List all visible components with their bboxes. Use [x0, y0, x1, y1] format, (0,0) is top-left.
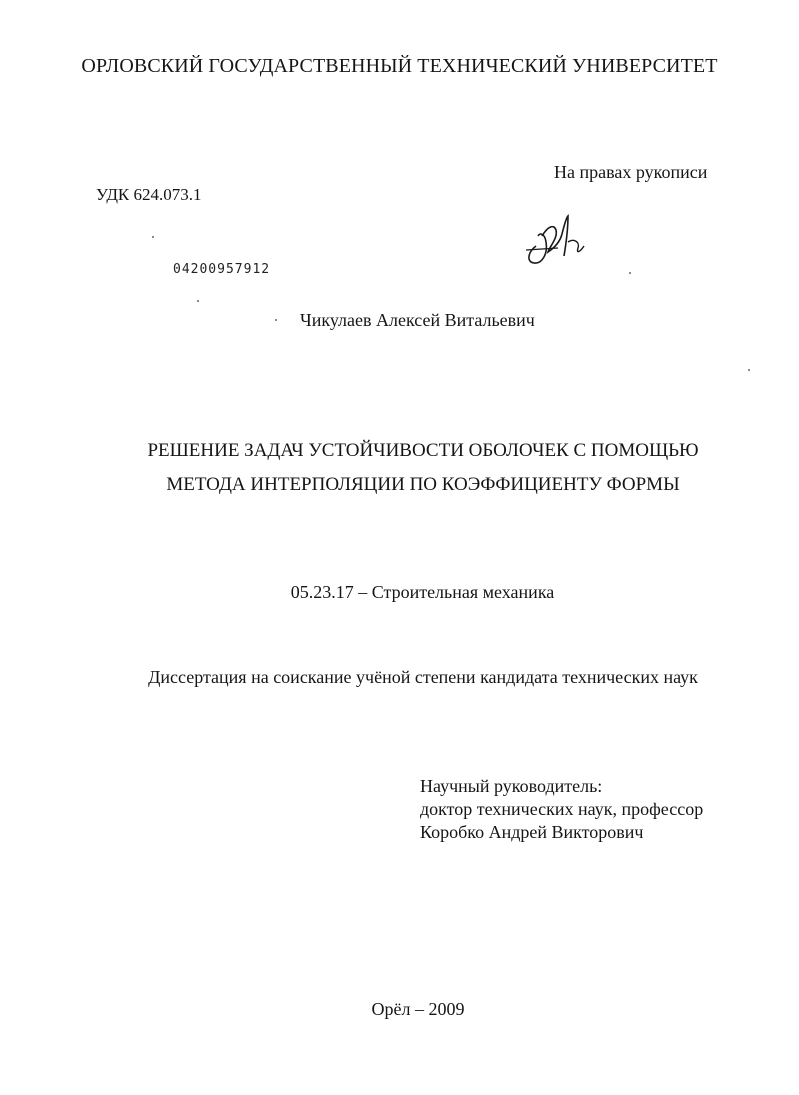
university-name: ОРЛОВСКИЙ ГОСУДАРСТВЕННЫЙ ТЕХНИЧЕСКИЙ УНИВЕРСИТЕТ	[81, 55, 718, 77]
signature-icon	[518, 212, 588, 268]
supervisor-name: Коробко Андрей Викторович	[420, 822, 644, 842]
registration-number: 04200957912	[173, 262, 271, 277]
thesis-title-line: РЕШЕНИЕ ЗАДАЧ УСТОЙЧИВОСТИ ОБОЛОЧЕК С ПОМОЩЬЮ	[147, 440, 699, 461]
supervisor-block	[420, 775, 703, 844]
scan-speck	[152, 236, 154, 238]
scan-speck	[197, 300, 199, 302]
scan-speck	[748, 369, 750, 371]
supervisor-degree: доктор технических наук, профессор	[420, 799, 704, 819]
thesis-type: Диссертация на соискание учёной степени кандидата технических наук	[148, 667, 698, 687]
place-and-year: Орёл – 2009	[371, 999, 465, 1019]
thesis-title-line: МЕТОДА ИНТЕРПОЛЯЦИИ ПО КОЭФФИЦИЕНТУ ФОРМЫ	[166, 474, 680, 495]
specialty-code: 05.23.17 – Строительная механика	[290, 582, 555, 602]
scan-speck	[629, 272, 631, 274]
author-name: Чикулаев Алексей Витальевич	[300, 310, 535, 330]
udk-code: УДК 624.073.1	[96, 185, 202, 204]
manuscript-rights-note: На правах рукописи	[554, 162, 708, 182]
supervisor-label: Научный руководитель:	[420, 776, 603, 796]
thesis-title	[0, 434, 799, 502]
scan-speck	[275, 319, 277, 321]
